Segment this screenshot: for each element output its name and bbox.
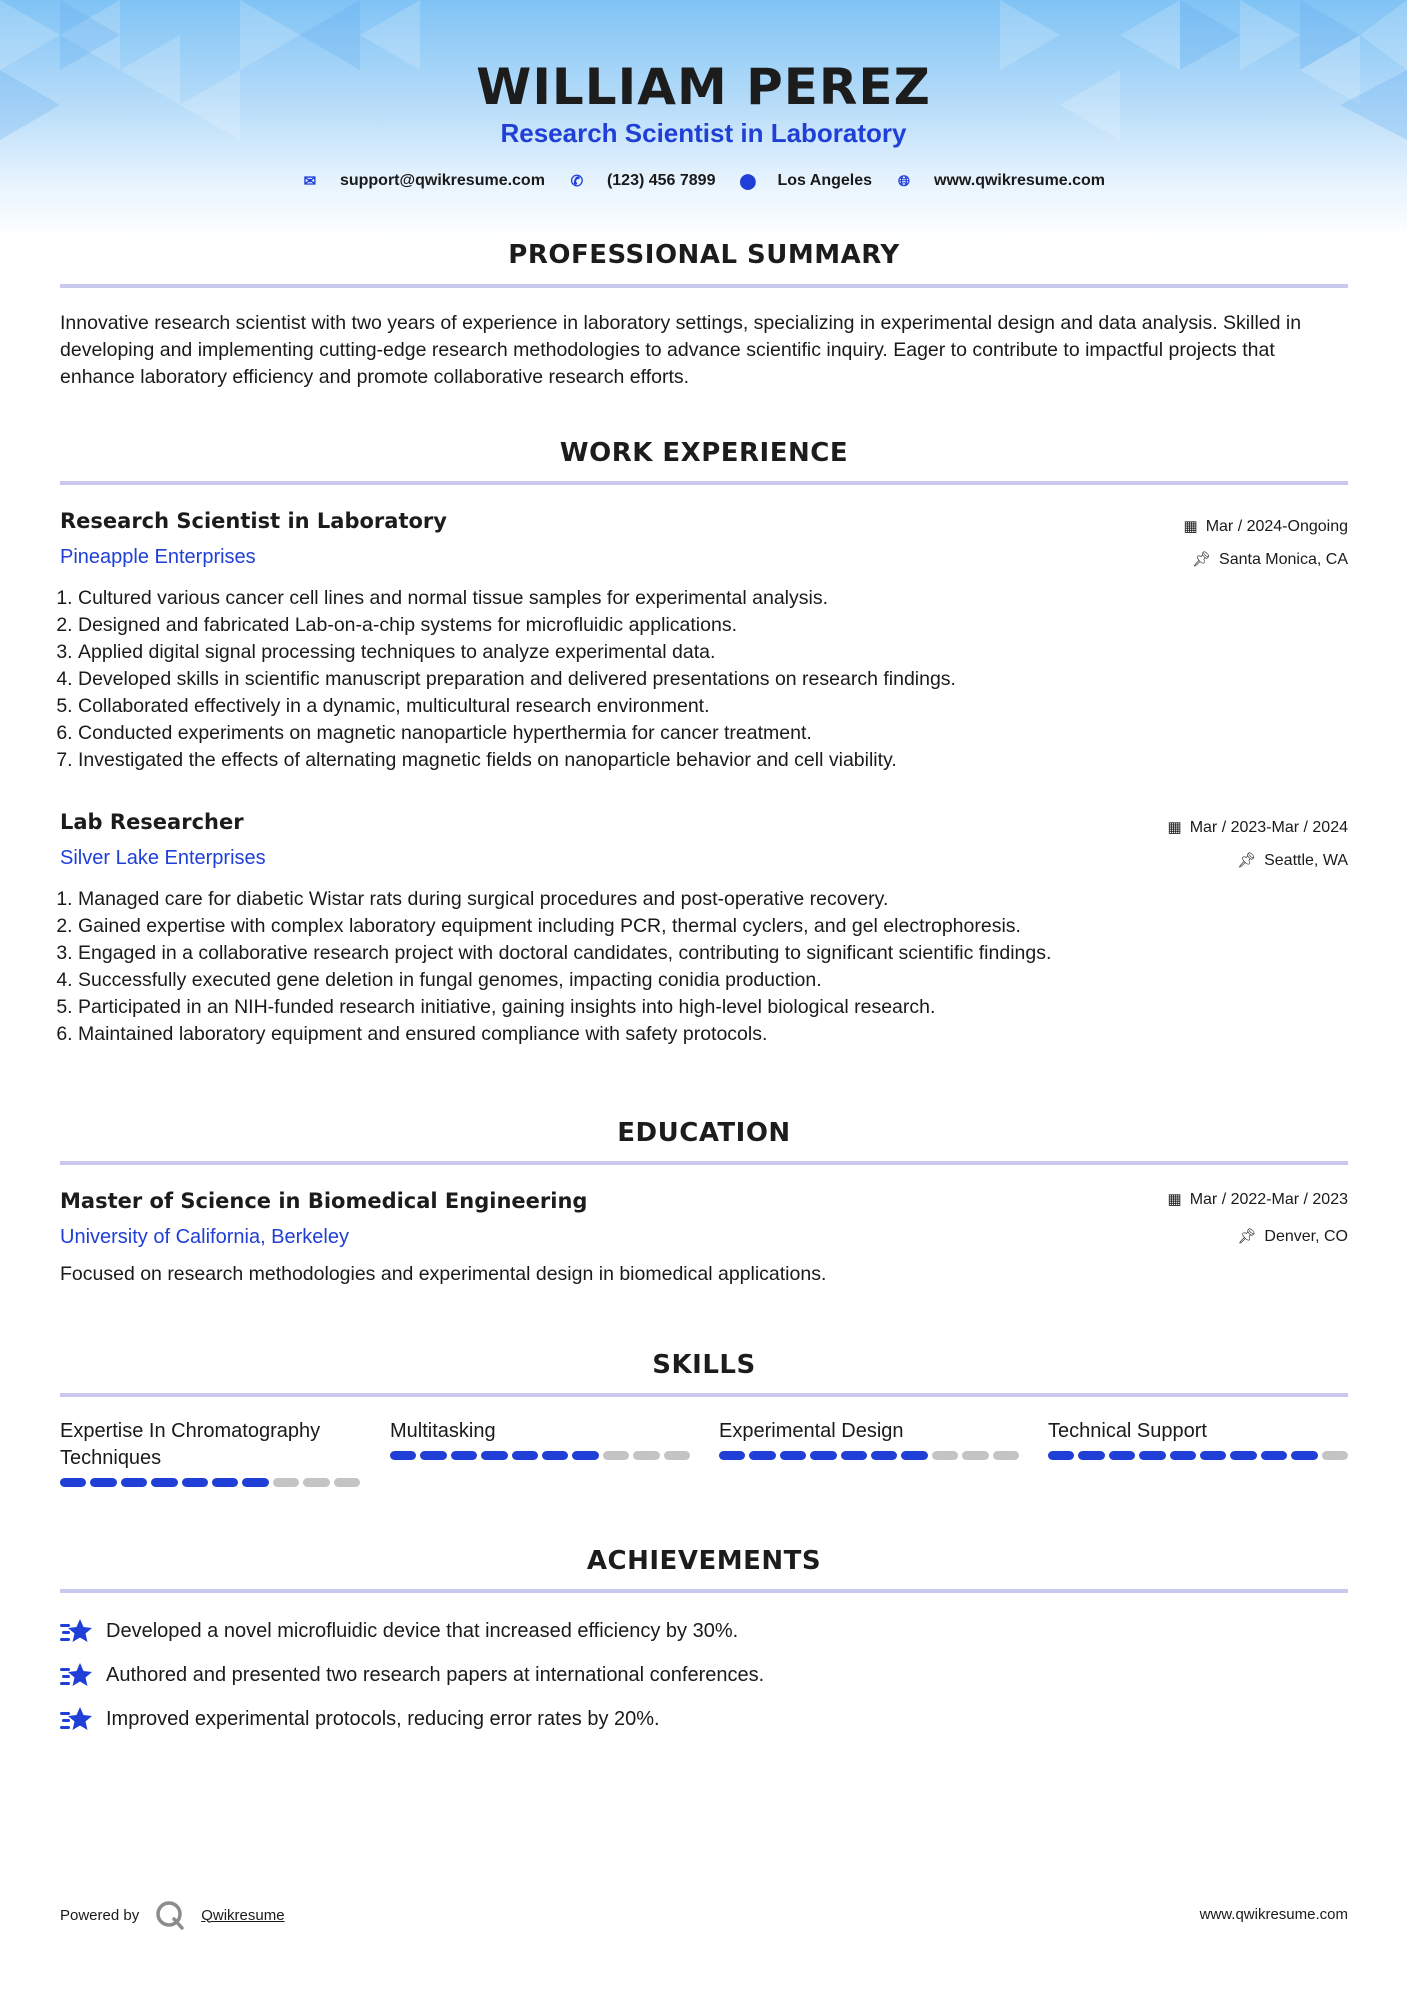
map-pin-icon: ⬤	[739, 173, 757, 190]
skill-label: Technical Support	[1048, 1420, 1207, 1442]
skill-segment-filled	[719, 1451, 745, 1460]
job-2-location	[1237, 851, 1348, 870]
education-description: Focused on research methodologies and experimental design in biomedical applications.	[60, 1263, 827, 1285]
list-item: 4. Developed skills in scientific manuscript preparation and delivered presentations on research findings.	[78, 666, 1368, 693]
skill-segment-filled	[1109, 1451, 1135, 1460]
skill-segment-filled	[1291, 1451, 1317, 1460]
calendar-icon: ▦	[1167, 819, 1182, 836]
job-1-dates	[1184, 517, 1349, 536]
education-dates-text: Mar / 2022-Mar / 2023	[1189, 1191, 1348, 1208]
skill-segment-empty	[993, 1451, 1019, 1460]
education-location	[1237, 1227, 1348, 1246]
achievement-item	[60, 1616, 738, 1646]
achievement-text: Improved experimental protocols, reducing error rates by 20%.	[106, 1707, 660, 1730]
list-item: 4. Successfully executed gene deletion in fungal genomes, impacting conidia production.	[78, 967, 1368, 994]
achievement-item	[60, 1704, 660, 1734]
skill-segment-filled	[1078, 1451, 1104, 1460]
skill-item	[390, 1418, 690, 1460]
skill-segment-filled	[121, 1478, 147, 1487]
experience-divider	[60, 481, 1348, 485]
skill-segment-filled	[60, 1478, 86, 1487]
candidate-name: WILLIAM PEREZ	[476, 58, 931, 116]
skill-level-bar	[1048, 1451, 1348, 1460]
job-2-location-text: Seattle, WA	[1264, 852, 1348, 869]
achievements-divider	[60, 1589, 1348, 1593]
skill-segment-filled	[420, 1451, 446, 1460]
skill-segment-filled	[481, 1451, 507, 1460]
contact-location	[739, 172, 872, 190]
footer-powered-by	[60, 1900, 285, 1930]
skill-segment-filled	[451, 1451, 477, 1460]
skill-segment-empty	[932, 1451, 958, 1460]
globe-icon: 🌐︎	[898, 172, 911, 190]
job-1-location-text: Santa Monica, CA	[1219, 551, 1348, 568]
list-item: 6. Maintained laboratory equipment and ensured compliance with safety protocols.	[78, 1021, 1368, 1048]
job-1-location	[1192, 550, 1348, 569]
education-dates	[1168, 1190, 1348, 1209]
job-1-bullets	[56, 585, 1368, 774]
skill-segment-filled	[1200, 1451, 1226, 1460]
qwikresume-logo-icon	[155, 1900, 185, 1930]
skill-label: Expertise In Chromatography Techniques	[60, 1420, 321, 1469]
calendar-icon: ▦	[1183, 518, 1198, 535]
achievements-heading: ACHIEVEMENTS	[586, 1546, 822, 1576]
achievement-text: Authored and presented two research papers at international conferences.	[106, 1663, 765, 1686]
list-item: 5. Participated in an NIH-funded research initiative, gaining insights into high-level biological research.	[78, 994, 1368, 1021]
skill-segment-filled	[1170, 1451, 1196, 1460]
powered-by-label: Powered by	[60, 1906, 140, 1924]
skill-item	[60, 1418, 360, 1487]
skill-segment-filled	[1230, 1451, 1256, 1460]
summary-text: Innovative research scientist with two years of experience in laboratory settings, specializing in experimental design and data analysis. Skilled in developing and implementing cutting-edge research methodologies to advance scientific inquiry. Eager to contribute to impactful projects that enhance laboratory efficiency and promote collaborative research efforts.	[60, 312, 1302, 388]
achievement-item	[60, 1660, 764, 1690]
phone-icon: ✆	[570, 173, 584, 190]
phone-text: (123) 456 7899	[606, 172, 716, 189]
skill-segment-filled	[542, 1451, 568, 1460]
candidate-title: Research Scientist in Laboratory	[500, 118, 907, 148]
skill-segment-filled	[512, 1451, 538, 1460]
skill-segment-filled	[1261, 1451, 1287, 1460]
skill-segment-filled	[242, 1478, 268, 1487]
skill-item	[719, 1418, 1019, 1460]
experience-heading: WORK EXPERIENCE	[559, 438, 849, 468]
skill-segment-filled	[841, 1451, 867, 1460]
job-2-company: Silver Lake Enterprises	[60, 847, 266, 869]
contact-bar	[0, 172, 1407, 190]
skill-segment-filled	[1139, 1451, 1165, 1460]
job-2-bullets	[56, 886, 1368, 1048]
summary-heading: PROFESSIONAL SUMMARY	[508, 240, 900, 270]
skill-segment-filled	[90, 1478, 116, 1487]
skill-label: Multitasking	[390, 1420, 496, 1442]
envelope-icon: ✉	[303, 173, 317, 190]
job-1-company: Pineapple Enterprises	[60, 546, 256, 568]
footer-website[interactable]: www.qwikresume.com	[1199, 1906, 1348, 1923]
pushpin-icon: 📌︎	[1237, 852, 1257, 869]
skill-segment-empty	[962, 1451, 988, 1460]
calendar-icon: ▦	[1167, 1191, 1182, 1208]
skill-segment-empty	[1322, 1451, 1348, 1460]
skill-segment-filled	[810, 1451, 836, 1460]
job-2-dates-text: Mar / 2023-Mar / 2024	[1189, 819, 1348, 836]
star-icon	[60, 1660, 92, 1690]
list-item: 7. Investigated the effects of alternating magnetic fields on nanoparticle behavior and cell viability.	[78, 747, 1368, 774]
skill-segment-filled	[780, 1451, 806, 1460]
job-2-title: Lab Researcher	[60, 810, 244, 834]
skill-segment-filled	[572, 1451, 598, 1460]
skill-segment-empty	[664, 1451, 690, 1460]
skills-divider	[60, 1393, 1348, 1397]
list-item: 6. Conducted experiments on magnetic nanoparticle hyperthermia for cancer treatment.	[78, 720, 1368, 747]
achievement-text: Developed a novel microfluidic device that increased efficiency by 30%.	[106, 1619, 739, 1642]
skills-heading: SKILLS	[652, 1350, 756, 1380]
list-item: 2. Designed and fabricated Lab-on-a-chip systems for microfluidic applications.	[78, 612, 1368, 639]
pushpin-icon: 📌︎	[1192, 551, 1212, 568]
skill-segment-filled	[390, 1451, 416, 1460]
skill-segment-filled	[212, 1478, 238, 1487]
skill-segment-empty	[303, 1478, 329, 1487]
skill-segment-filled	[871, 1451, 897, 1460]
skill-segment-filled	[1048, 1451, 1074, 1460]
job-1-dates-text: Mar / 2024-Ongoing	[1205, 518, 1348, 535]
skill-segment-filled	[901, 1451, 927, 1460]
education-degree: Master of Science in Biomedical Engineering	[60, 1189, 588, 1213]
skill-segment-filled	[182, 1478, 208, 1487]
skill-segment-empty	[334, 1478, 360, 1487]
skill-level-bar	[60, 1478, 360, 1487]
skill-level-bar	[719, 1451, 1019, 1460]
email-text: support@qwikresume.com	[339, 172, 545, 189]
location-text: Los Angeles	[777, 172, 873, 189]
contact-website[interactable]	[896, 172, 1105, 190]
contact-phone[interactable]	[569, 172, 716, 190]
pushpin-icon: 📌︎	[1237, 1228, 1257, 1245]
education-location-text: Denver, CO	[1264, 1228, 1348, 1245]
star-icon	[60, 1616, 92, 1646]
contact-email[interactable]	[302, 172, 545, 190]
job-2-dates	[1168, 818, 1348, 837]
list-item: 5. Collaborated effectively in a dynamic, multicultural research environment.	[78, 693, 1368, 720]
skill-segment-empty	[633, 1451, 659, 1460]
list-item: 3. Applied digital signal processing techniques to analyze experimental data.	[78, 639, 1368, 666]
list-item: 1. Managed care for diabetic Wistar rats during surgical procedures and post-operative recovery.	[78, 886, 1368, 913]
skill-item	[1048, 1418, 1348, 1460]
job-1-title: Research Scientist in Laboratory	[60, 509, 447, 533]
skill-level-bar	[390, 1451, 690, 1460]
brand-link[interactable]: Qwikresume	[201, 1906, 285, 1924]
list-item: 2. Gained expertise with complex laboratory equipment including PCR, thermal cyclers, and gel electrophoresis.	[78, 913, 1368, 940]
summary-divider	[60, 284, 1348, 288]
skill-segment-filled	[749, 1451, 775, 1460]
skill-segment-empty	[273, 1478, 299, 1487]
education-school: University of California, Berkeley	[60, 1226, 349, 1248]
list-item: 1. Cultured various cancer cell lines and normal tissue samples for experimental analysis.	[78, 585, 1368, 612]
skill-label: Experimental Design	[719, 1420, 904, 1442]
website-text: www.qwikresume.com	[934, 172, 1106, 189]
skill-segment-empty	[603, 1451, 629, 1460]
education-heading: EDUCATION	[617, 1118, 791, 1148]
skill-segment-filled	[151, 1478, 177, 1487]
list-item: 3. Engaged in a collaborative research project with doctoral candidates, contributing to significant scientific findings.	[78, 940, 1368, 967]
education-divider	[60, 1161, 1348, 1165]
star-icon	[60, 1704, 92, 1734]
